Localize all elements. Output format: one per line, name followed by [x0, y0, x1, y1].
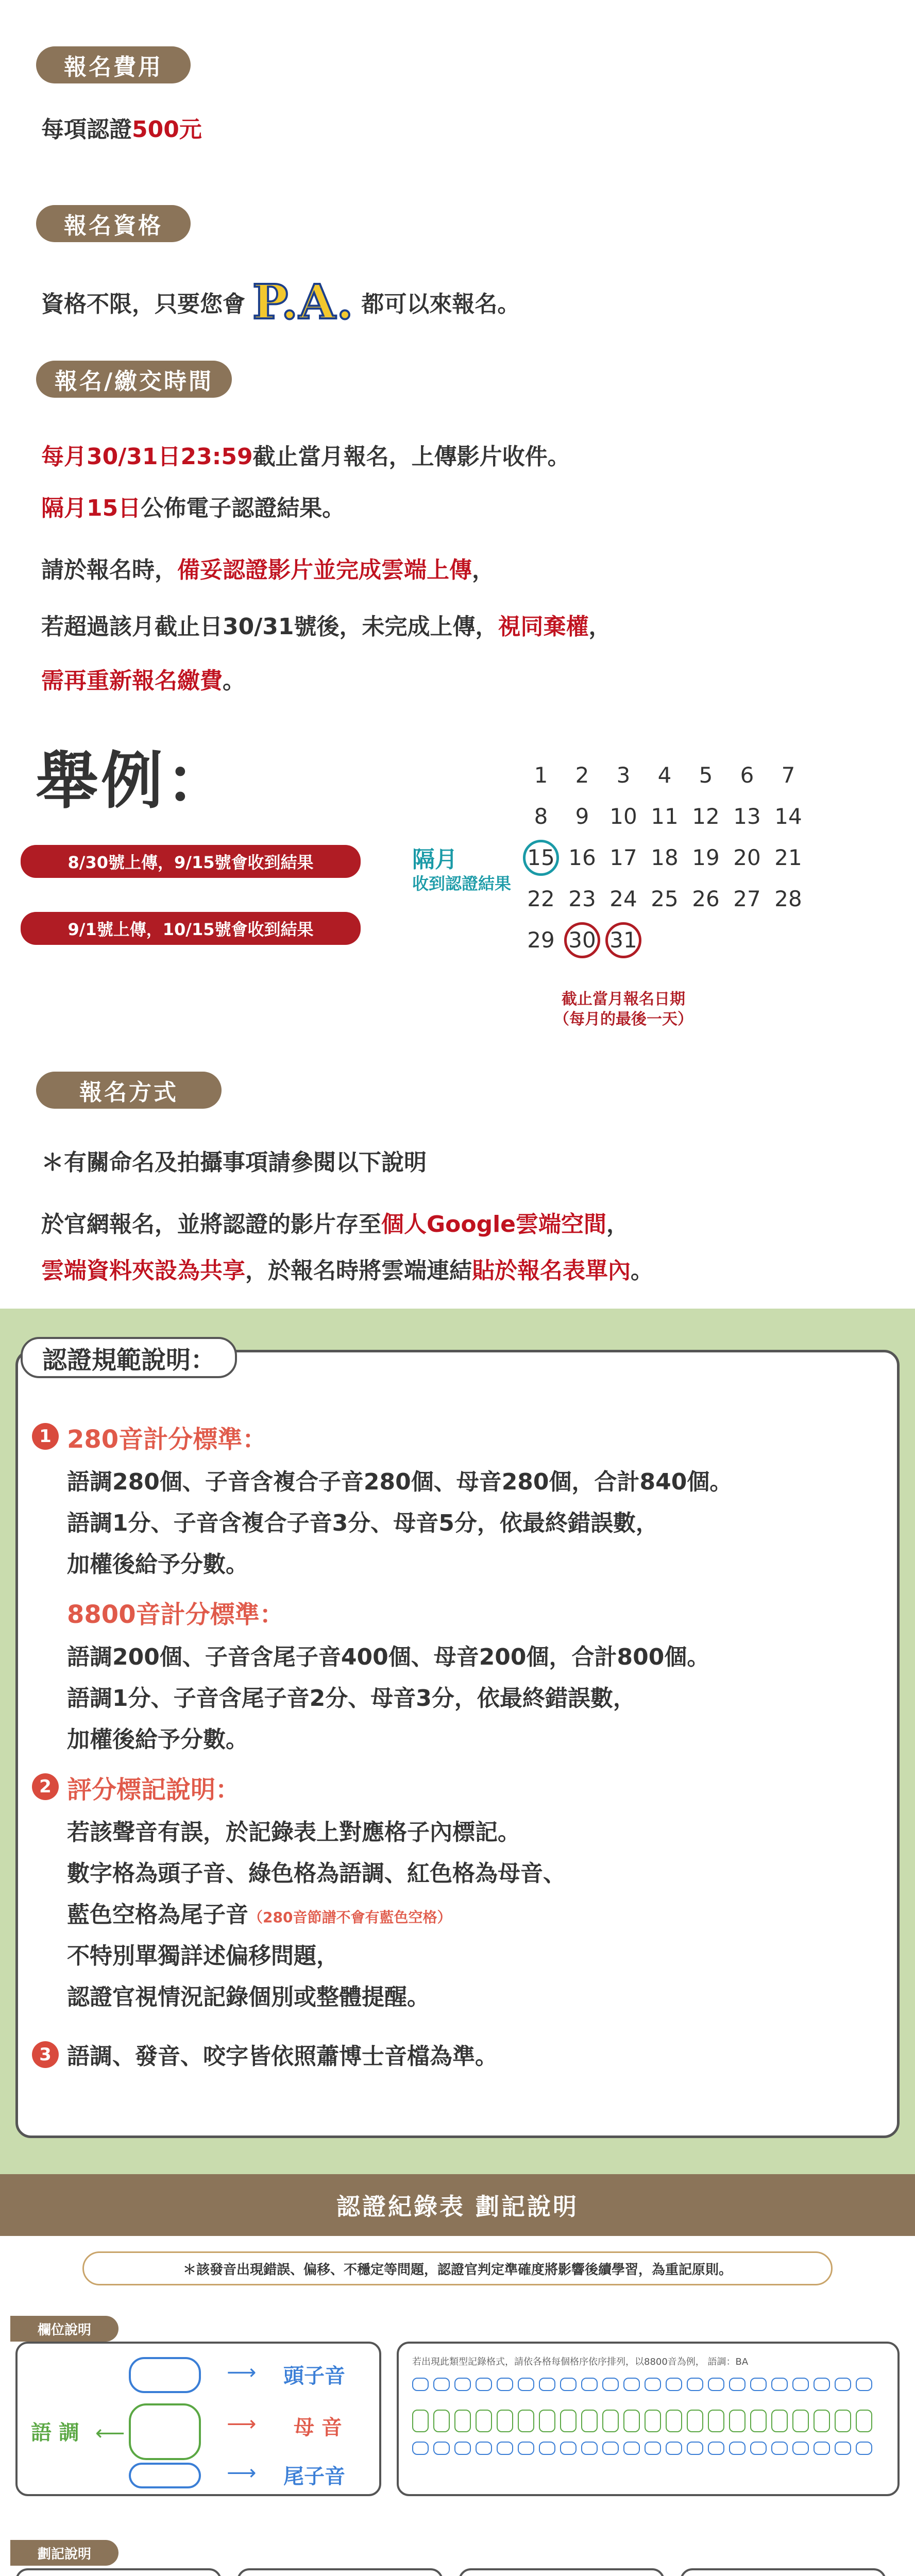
sample-cell [602, 2378, 619, 2391]
sample-cell [602, 2410, 619, 2432]
sample-cell [771, 2410, 788, 2432]
sample-cell [750, 2378, 767, 2391]
rules-s1-title: 280音計分標準： [67, 1425, 267, 1454]
sample-cell [476, 2378, 492, 2391]
fee-text: 每項認證500元 [41, 116, 202, 143]
rules-tag: 認證規範說明： [21, 1337, 237, 1378]
sample-cell [497, 2410, 513, 2432]
example-title: 舉例： [36, 745, 231, 817]
calendar-day-9: 9 [575, 804, 589, 829]
sample-cell [518, 2442, 534, 2455]
calendar-day-1: 1 [534, 762, 548, 788]
mark-card-3 [459, 2568, 665, 2576]
rules-s1b-l1: 語調200個、子音含尾子音400個、母音200個，合計800個。 [67, 1644, 710, 1670]
schedule-line5: 需再重新報名繳費。 [41, 668, 245, 694]
example-pill-2: 9/1號上傳，10/15號會收到結果 [21, 912, 361, 945]
calendar-day-24: 24 [609, 886, 637, 911]
cell-arrow-1: ⟶ [227, 2361, 257, 2384]
calendar-day-27: 27 [733, 886, 761, 911]
sample-cell [476, 2442, 492, 2455]
sample-cell [497, 2378, 513, 2391]
sample-cell [476, 2410, 492, 2432]
rules-s2-l4: 不特別單獨詳述偏移問題， [67, 1943, 339, 1969]
cell-tone-arrow: ⟵ [95, 2421, 125, 2445]
cell-arrow-2: ⟶ [227, 2412, 257, 2436]
sample-cell [497, 2442, 513, 2455]
sample-cell [412, 2442, 429, 2455]
sample-cell [433, 2442, 450, 2455]
calendar-day-28: 28 [774, 886, 802, 911]
sample-cell [518, 2378, 534, 2391]
calendar-day-18: 18 [651, 845, 679, 870]
sample-cell [771, 2442, 788, 2455]
sample-cell [835, 2442, 851, 2455]
cell-vowel-box [129, 2403, 201, 2460]
record-band: 認證紀錄表 劃記說明 [0, 2174, 915, 2236]
sample-cell [750, 2442, 767, 2455]
calendar-day-7: 7 [781, 762, 795, 788]
sample-cell [623, 2410, 640, 2432]
sample-cell [645, 2442, 661, 2455]
sample-cell [433, 2410, 450, 2432]
cell-label: 欄位說明 [10, 2316, 118, 2342]
calendar-day-15: 15 [523, 840, 559, 876]
cell-vowel-label: 母 音 [294, 2416, 342, 2439]
calendar-day-6: 6 [740, 762, 754, 788]
sample-cell [560, 2378, 577, 2391]
sample-cell [602, 2442, 619, 2455]
cell-arrow-3: ⟶ [227, 2461, 257, 2485]
cell-initial-label: 頭子音 [283, 2364, 345, 2388]
calendar-day-14: 14 [774, 804, 802, 829]
sample-cell [581, 2410, 598, 2432]
sample-cell [814, 2378, 830, 2391]
mark-card-2 [237, 2568, 443, 2576]
sample-cell [835, 2378, 851, 2391]
sample-cell [687, 2378, 703, 2391]
sample-cell [708, 2442, 724, 2455]
rules-num-1: 1 [32, 1423, 59, 1450]
schedule-line2: 隔月15日公佈電子認證結果。 [41, 495, 345, 521]
calendar [526, 762, 835, 979]
sample-cell [687, 2410, 703, 2432]
calendar-day-4: 4 [657, 762, 672, 788]
schedule-line4: 若超過該月截止日30/31號後，未完成上傳，視同棄權， [41, 614, 612, 640]
sample-cell [560, 2442, 577, 2455]
schedule-header: 報名/繳交時間 [36, 361, 232, 398]
sample-cell [623, 2442, 640, 2455]
sample-cell [729, 2442, 745, 2455]
sample-cell [792, 2378, 809, 2391]
calendar-day-13: 13 [733, 804, 761, 829]
calendar-day-31: 31 [605, 922, 641, 958]
rules-s2-l3: 藍色空格為尾子音（280音節譜不會有藍色空格） [67, 1902, 452, 1928]
sample-cell [433, 2378, 450, 2391]
sample-cell [792, 2410, 809, 2432]
sample-cell [454, 2378, 471, 2391]
sample-cell [454, 2410, 471, 2432]
rules-s1-l2: 語調1分、子音含複合子音3分、母音5分，依最終錯誤數， [67, 1510, 658, 1536]
calendar-day-12: 12 [692, 804, 720, 829]
sample-cell [518, 2410, 534, 2432]
sample-cell [729, 2378, 745, 2391]
cell-final-label: 尾子音 [283, 2465, 345, 2488]
calendar-day-29: 29 [527, 927, 555, 953]
mark-card-4 [680, 2568, 886, 2576]
calendar-day-23: 23 [568, 886, 596, 911]
example-pill-1: 8/30號上傳，9/15號會收到結果 [21, 845, 361, 878]
sample-cell [771, 2378, 788, 2391]
sample-cell [666, 2378, 682, 2391]
mark-label: 劃記說明 [10, 2540, 118, 2566]
sample-cell [412, 2410, 429, 2432]
calendar-day-19: 19 [692, 845, 720, 870]
sample-header: 若出現此類型記錄格式，請依各格每個格序依序排列，以8800音為例， 語調：BA [412, 2357, 749, 2367]
cell-initial-box [129, 2357, 201, 2393]
schedule-line1: 每月30/31日23:59截止當月報名，上傳影片收件。 [41, 444, 570, 470]
sample-cell [856, 2442, 872, 2455]
sample-cell [814, 2442, 830, 2455]
calendar-day-5: 5 [699, 762, 713, 788]
method-note: ＊有關命名及拍攝事項請參閱以下說明 [41, 1149, 427, 1176]
calendar-day-11: 11 [651, 804, 679, 829]
method-line1: 於官網報名，並將認證的影片存至個人Google雲端空間， [41, 1211, 629, 1238]
schedule-line3: 請於報名時，備妥認證影片並完成雲端上傳， [41, 557, 495, 583]
qualification-header: 報名資格 [36, 205, 191, 242]
sample-cell [687, 2442, 703, 2455]
sample-cell [729, 2410, 745, 2432]
calendar-day-17: 17 [609, 845, 637, 870]
calendar-day-2: 2 [575, 762, 589, 788]
sample-cell [666, 2410, 682, 2432]
calendar-day-8: 8 [534, 804, 548, 829]
calendar-day-10: 10 [609, 804, 637, 829]
calendar-day-22: 22 [527, 886, 555, 911]
rules-s1-l3: 加權後給予分數。 [67, 1551, 248, 1578]
sample-cell [623, 2378, 640, 2391]
calendar-day-25: 25 [651, 886, 679, 911]
sample-cell [856, 2378, 872, 2391]
sample-cell [560, 2410, 577, 2432]
calendar-day-3: 3 [616, 762, 631, 788]
sample-cell [581, 2442, 598, 2455]
rules-s3-l1: 語調、發音、咬字皆依照蕭博士音檔為準。 [67, 2043, 498, 2070]
rules-num-2: 2 [32, 1773, 59, 1800]
rules-s1b-title: 8800音計分標準： [67, 1600, 284, 1629]
record-notice: ＊該發音出現錯誤、偏移、不穩定等問題，認證官判定準確度將影響後續學習，為重記原則。 [82, 2251, 833, 2285]
sample-cell [856, 2410, 872, 2432]
cell-tone-label: 語 調 [31, 2421, 79, 2445]
rules-s1b-l3: 加權後給予分數。 [67, 1726, 248, 1753]
fee-header: 報名費用 [36, 46, 191, 83]
sample-cell [708, 2378, 724, 2391]
sample-cell [539, 2442, 555, 2455]
next-month-label: 隔月 收到認證結果 [412, 846, 512, 893]
calendar-day-16: 16 [568, 845, 596, 870]
cell-final-box [129, 2463, 201, 2488]
rules-s2-l2: 數字格為頭子音、綠色格為語調、紅色格為母音、 [67, 1860, 566, 1887]
calendar-day-26: 26 [692, 886, 720, 911]
rules-s2-l5: 認證官視情況記錄個別或整體提醒。 [67, 1984, 430, 2010]
sample-cell [792, 2442, 809, 2455]
calendar-day-21: 21 [774, 845, 802, 870]
method-line2: 雲端資料夾設為共享，於報名時將雲端連結貼於報名表單內。 [41, 1258, 653, 1284]
sample-cell [539, 2410, 555, 2432]
mark-card-1 [15, 2568, 222, 2576]
rules-s2-title: 評分標記說明： [67, 1775, 241, 1804]
sample-cell [750, 2410, 767, 2432]
rules-s2-l1: 若該聲音有誤，於記錄表上對應格子內標記。 [67, 1819, 520, 1845]
sample-cell [412, 2378, 429, 2391]
method-header: 報名方式 [36, 1072, 222, 1109]
rules-s1b-l2: 語調1分、子音含尾子音2分、母音3分，依最終錯誤數， [67, 1685, 636, 1711]
sample-cell [454, 2442, 471, 2455]
pa-logo: P.A. [252, 274, 354, 330]
sample-cell [581, 2378, 598, 2391]
sample-cell [814, 2410, 830, 2432]
calendar-day-30: 30 [564, 922, 600, 958]
sample-cell [645, 2378, 661, 2391]
calendar-day-20: 20 [733, 845, 761, 870]
sample-cell [539, 2378, 555, 2391]
sample-grid [412, 2378, 886, 2486]
sample-cell [645, 2410, 661, 2432]
sample-cell [666, 2442, 682, 2455]
deadline-label: 截止當月報名日期 （每月的最後一天） [554, 990, 693, 1028]
sample-cell [835, 2410, 851, 2432]
rules-num-3: 3 [32, 2041, 59, 2068]
qualification-text: 資格不限，只要您會 P.A. 都可以來報名。 [41, 274, 520, 330]
rules-s1-l1: 語調280個、子音含複合子音280個、母音280個，合計840個。 [67, 1469, 733, 1495]
sample-cell [708, 2410, 724, 2432]
